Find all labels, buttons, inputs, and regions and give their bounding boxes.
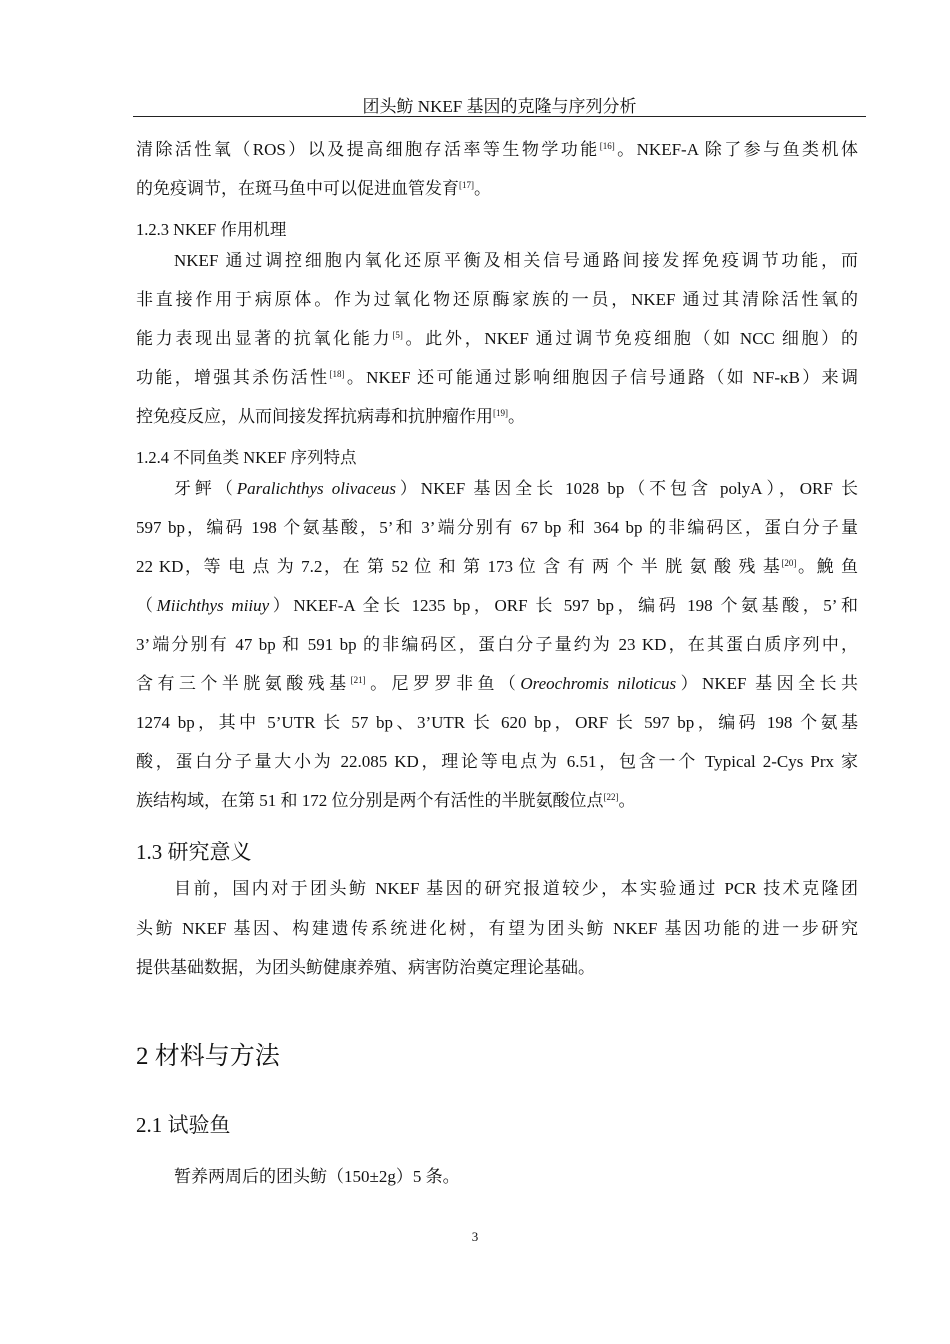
text-run: 能力表现出显著的抗氧化能力 xyxy=(136,329,393,348)
paragraph-line xyxy=(136,406,858,428)
text-run: 。NKEF 还可能通过影响细胞因子信号通路（如 NF-κB）来调 xyxy=(344,368,858,387)
text-run: ）NKEF 基因全长共 xyxy=(676,674,858,693)
citation-ref: [21] xyxy=(350,675,366,685)
paragraph-line xyxy=(174,250,858,272)
section-heading: 1.3 研究意义 xyxy=(136,840,252,864)
text-run: 。此外，NKEF 通过调节免疫细胞（如 NCC 细胞）的 xyxy=(402,329,858,348)
paragraph-line xyxy=(136,634,858,656)
paragraph-line xyxy=(136,517,858,539)
text-run: 清除活性氧（ROS）以及提高细胞存活率等生物学功能 xyxy=(136,140,600,159)
section-heading: 2 材料与方法 xyxy=(136,1043,280,1070)
citation-ref: [5] xyxy=(392,330,403,340)
paragraph-line xyxy=(136,556,858,578)
citation-ref: [19] xyxy=(493,408,508,418)
text-run: 1274 bp，其中 5’UTR 长 57 bp、3’UTR 长 620 bp，ORF 长 597 bp，编码 198 个氨基 xyxy=(136,713,858,732)
citation-ref: [22] xyxy=(603,792,619,802)
text-run: 597 bp，编码 198 个氨基酸，5’和 3’端分别有 67 bp 和 364 bp 的非编码区，蛋白分子量 xyxy=(136,518,858,537)
section-heading: 1.2.3 NKEF 作用机理 xyxy=(136,220,287,239)
paragraph-line xyxy=(174,1166,858,1188)
paragraph-line xyxy=(174,878,858,900)
citation-ref: [18] xyxy=(329,369,345,379)
paragraph-line xyxy=(136,957,858,979)
text-run: ）NKEF-A 全长 1235 bp，ORF 长 597 bp，编码 198 个氨基酸，5’和 xyxy=(269,596,858,615)
header-rule xyxy=(133,116,866,117)
paragraph-line xyxy=(136,367,858,389)
text-run: ）NKEF 基因全长 1028 bp（不包含 polyA），ORF 长 xyxy=(395,479,858,498)
paragraph-line xyxy=(136,673,858,695)
text-run: 含有三个半胱氨酸残基 xyxy=(136,674,351,693)
paragraph-line xyxy=(136,918,858,940)
species-name: Oreochromis niloticus xyxy=(520,674,677,693)
paragraph-line xyxy=(136,595,858,617)
text-run: 酸，蛋白分子量大小为 22.085 KD，理论等电点为 6.51，包含一个 Typical 2-Cys Prx 家 xyxy=(136,752,858,771)
species-name: Miichthys miiuy xyxy=(156,596,270,615)
text-run: 目前，国内对于团头鲂 NKEF 基因的研究报道较少，本实验通过 PCR 技术克隆团 xyxy=(174,879,858,898)
section-heading: 1.2.4 不同鱼类 NKEF 序列特点 xyxy=(136,448,357,467)
text-run: 非直接作用于病原体。作为过氧化物还原酶家族的一员，NKEF 通过其清除活性氧的 xyxy=(136,290,858,309)
text-run: 暂养两周后的团头鲂（150±2g）5 条。 xyxy=(174,1167,460,1186)
text-run: 。 xyxy=(474,179,491,198)
paragraph-line xyxy=(136,790,858,812)
text-run: 。鮸 鱼 xyxy=(796,557,858,576)
text-run: 。尼罗罗非鱼（ xyxy=(365,674,521,693)
text-run: 22 KD，等 电 点 为 7.2，在 第 52 位 和 第 173 位 含 有 两 个 半 胱 氨 酸 残 基 xyxy=(136,557,782,576)
text-run: 头鲂 NKEF 基因、构建遗传系统进化树，有望为团头鲂 NKEF 基因功能的进一步研究 xyxy=(136,919,858,938)
text-run: 3’端分别有 47 bp 和 591 bp 的非编码区，蛋白分子量约为 23 KD，在其蛋白质序列中， xyxy=(136,635,858,654)
text-run: 。 xyxy=(618,791,636,810)
paragraph-line xyxy=(136,712,858,734)
section-heading: 2.1 试验鱼 xyxy=(136,1113,231,1137)
citation-ref: [20] xyxy=(781,558,797,568)
running-header: 团头鲂 NKEF 基因的克隆与序列分析 xyxy=(362,97,637,116)
text-run: 控免疫反应，从而间接发挥抗病毒和抗肿瘤作用 xyxy=(136,407,493,426)
text-run: 提供基础数据，为团头鲂健康养殖、病害防治奠定理论基础。 xyxy=(136,958,595,977)
paragraph-line xyxy=(174,478,858,500)
text-run: 的免疫调节，在斑马鱼中可以促进血管发育 xyxy=(136,179,459,198)
text-run: 族结构域，在第 51 和 172 位分别是两个有活性的半胱氨酸位点 xyxy=(136,791,604,810)
paragraph-line xyxy=(136,751,858,773)
paragraph-line xyxy=(136,178,858,200)
citation-ref: [16] xyxy=(599,141,615,151)
paragraph-line xyxy=(136,289,858,311)
text-run: 牙鲆（ xyxy=(174,479,237,498)
text-run: （ xyxy=(136,596,157,615)
citation-ref: [17] xyxy=(459,180,474,190)
text-run: 功能，增强其杀伤活性 xyxy=(136,368,330,387)
species-name: Paralichthys olivaceus xyxy=(236,479,396,498)
text-run: NKEF 通过调控细胞内氧化还原平衡及相关信号通路间接发挥免疫调节功能，而 xyxy=(174,251,858,270)
paragraph-line xyxy=(136,139,858,161)
text-run: 。NKEF-A 除了参与鱼类机体 xyxy=(614,140,858,159)
page-number: 3 xyxy=(471,1229,479,1244)
paragraph-line xyxy=(136,328,858,350)
text-run: 。 xyxy=(508,407,525,426)
